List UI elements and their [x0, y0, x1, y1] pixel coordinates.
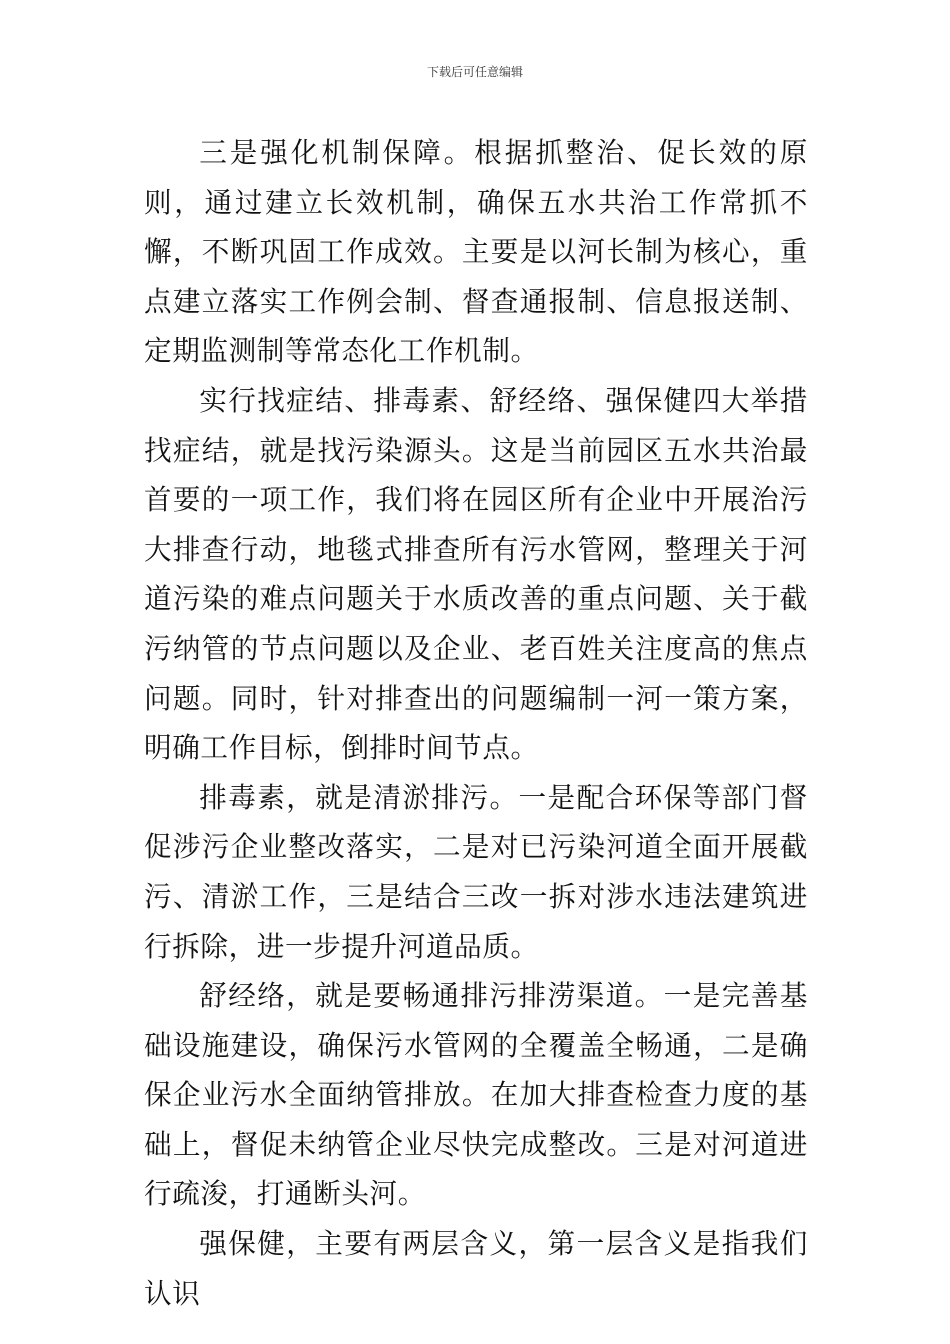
paragraph-channels: 舒经络，就是要畅通排污排涝渠道。一是完善基础设施建设，确保污水管网的全覆盖全畅通，二是确保企业污水全面纳管排放。在加大排查检查力度的基础上，督促未纳管企业尽快完成整改。三是对河道进行疏浚，打通断头河。: [144, 979, 808, 1211]
paragraph-mechanism-guarantee: 三是强化机制保障。根据抓整治、促长效的原则，通过建立长效机制，确保五水共治工作常抓不懈，不断巩固工作成效。主要是以河长制为核心，重点建立落实工作例会制、督查通报制、信息报送制、定期监测制等常态化工作机制。: [144, 136, 808, 368]
paragraph-four-measures: 实行找症结、排毒素、舒经络、强保健四大举措找症结，就是找污染源头。这是当前园区五水共治最首要的一项工作，我们将在园区所有企业中开展治污大排查行动，地毯式排查所有污水管网，整理关于河道污染的难点问题关于水质改善的重点问题、关于截污纳管的节点问题以及企业、老百姓关注度高的焦点问题。同时，针对排查出的问题编制一河一策方案，明确工作目标，倒排时间节点。: [144, 383, 808, 765]
paragraph-detox: 排毒素，就是清淤排污。一是配合环保等部门督促涉污企业整改落实，二是对已污染河道全面开展截污、清淤工作，三是结合三改一拆对涉水违法建筑进行拆除，进一步提升河道品质。: [144, 780, 808, 963]
document-body: [144, 128, 808, 1318]
paragraph-health: 强保健，主要有两层含义，第一层含义是指我们认识: [144, 1227, 808, 1310]
page-header-note: 下载后可任意编辑: [426, 65, 523, 79]
